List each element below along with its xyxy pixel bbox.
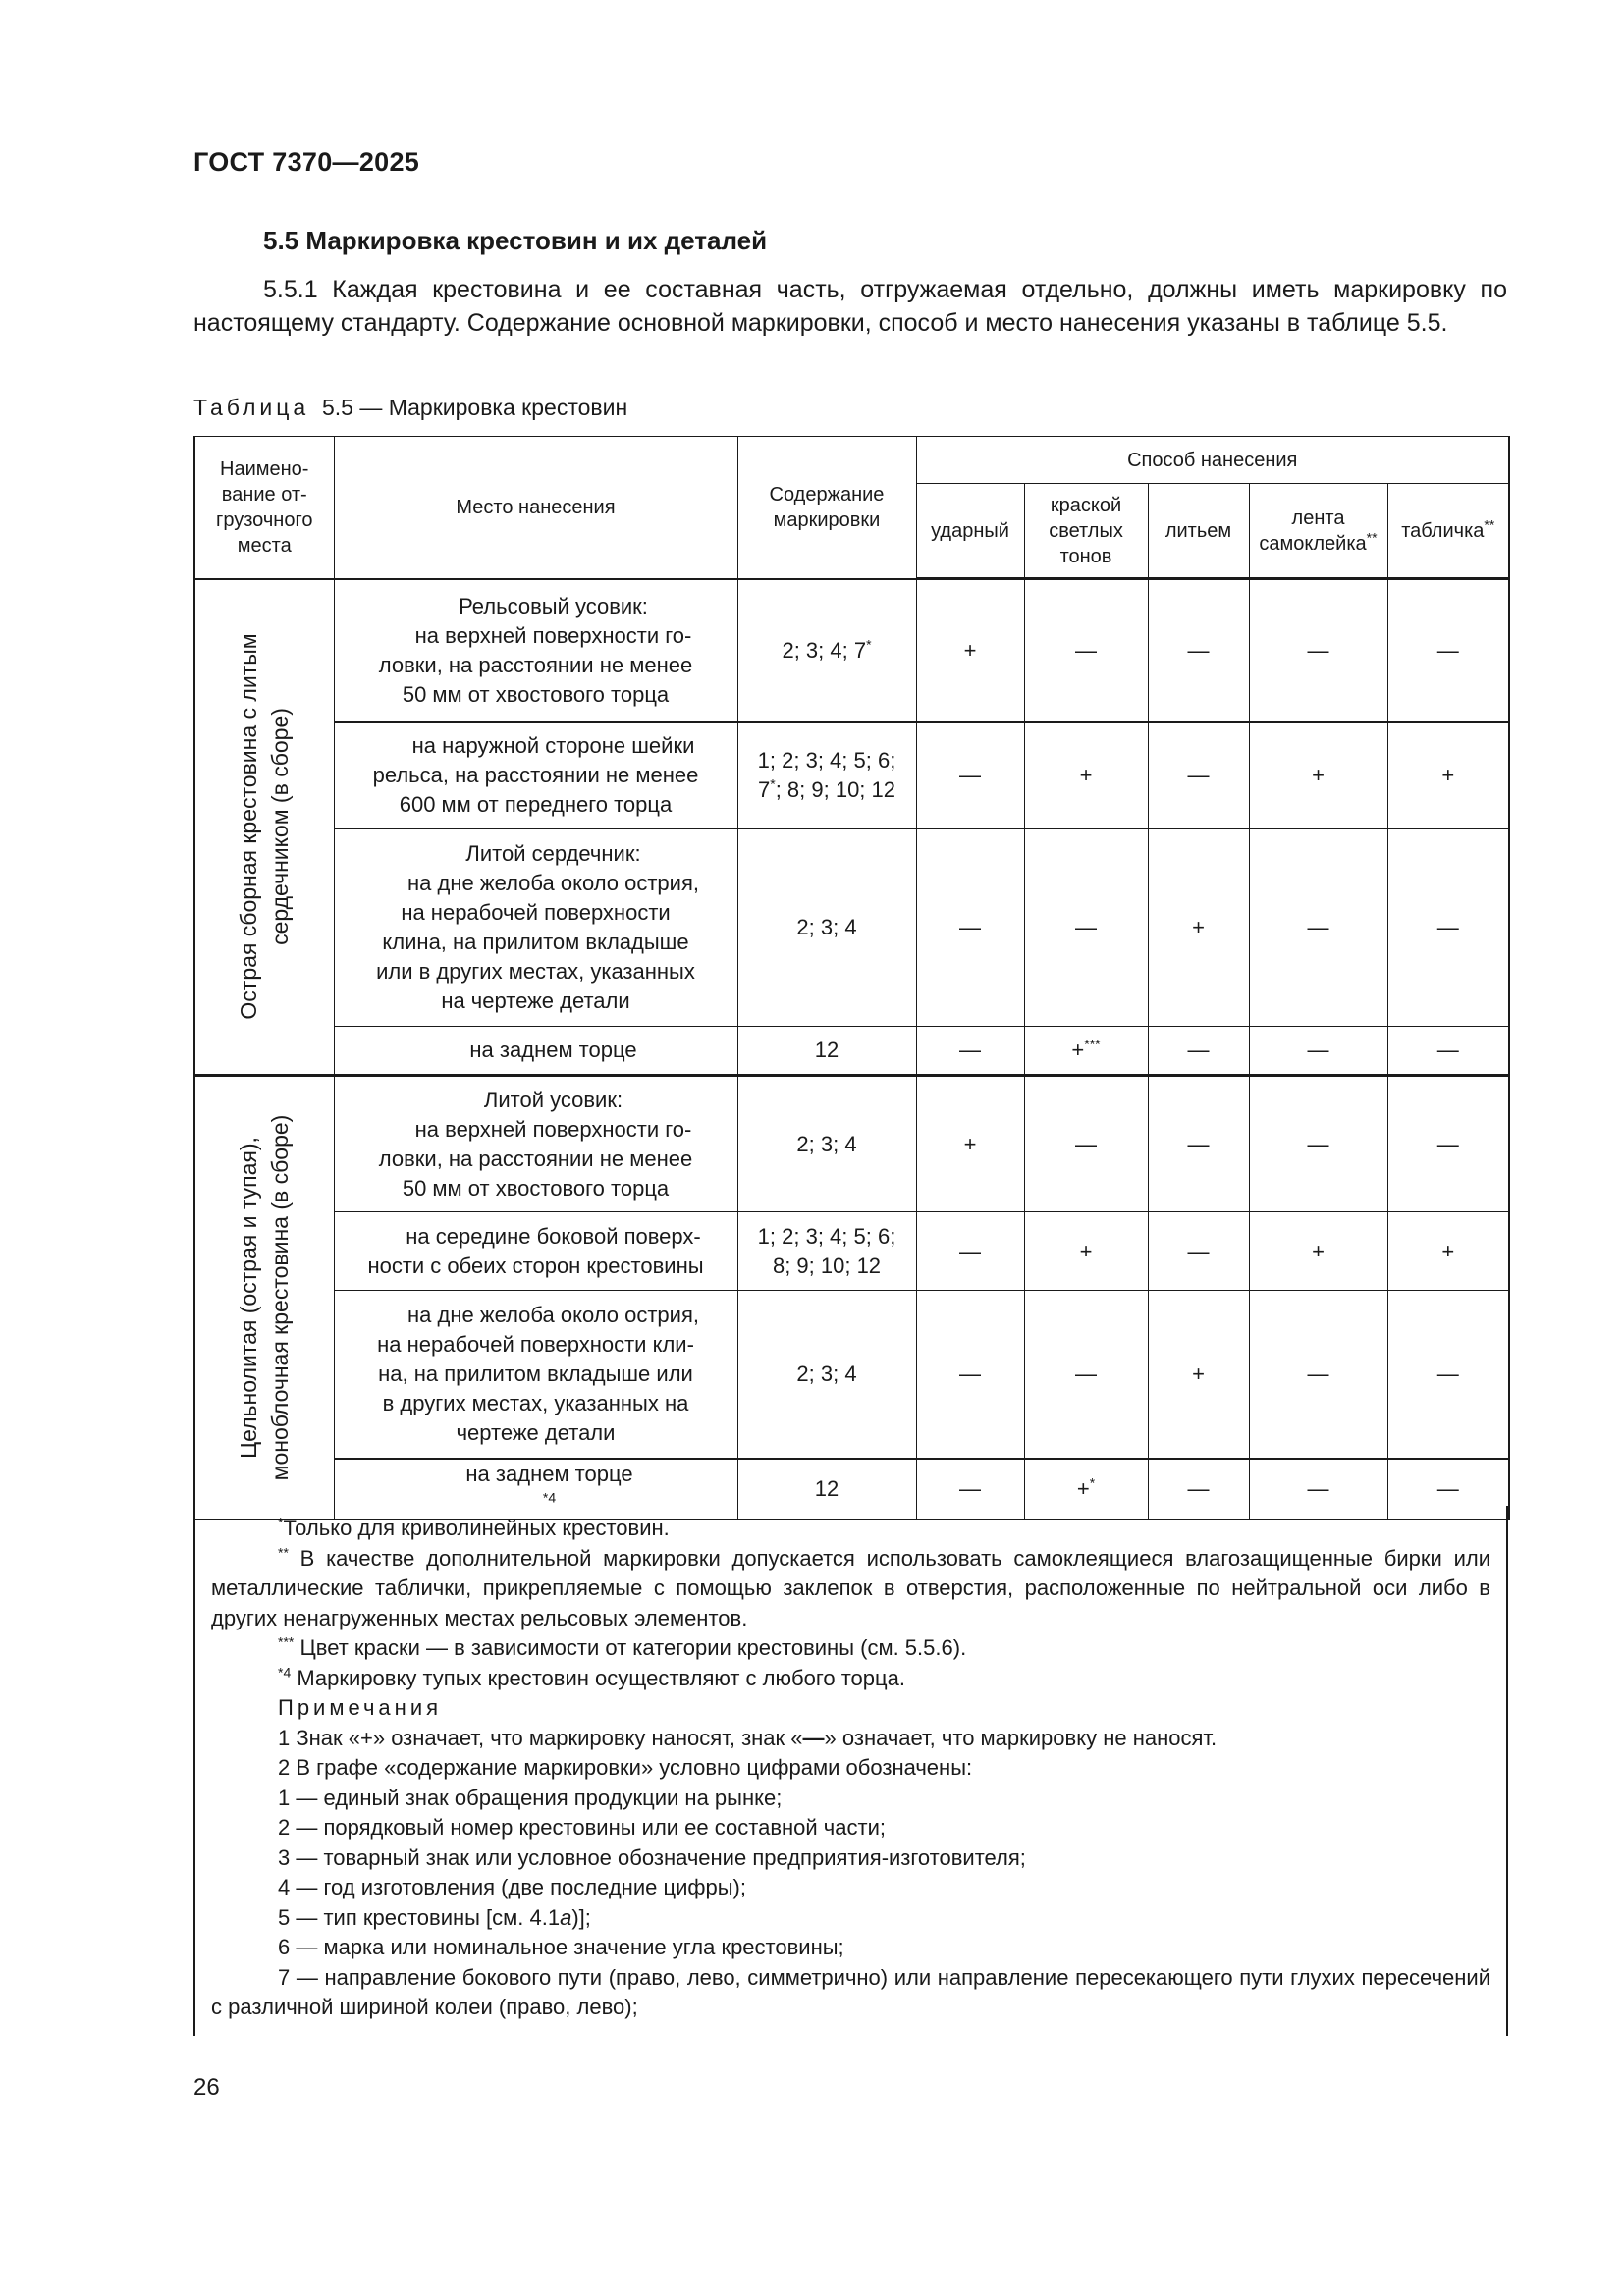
group-name-monoblock: Цельнолитая (острая и тупая), моноблочная крестовина (в сборе) [194,1076,334,1520]
method-casting-cell: — [1148,1076,1249,1212]
content-cell: 1; 2; 3; 4; 5; 6; 7*; 8; 9; 10; 12 [737,722,916,829]
notes-heading: Примечания [278,1695,443,1720]
method-plate-cell: — [1387,829,1509,1027]
header-method-casting: литьем [1148,484,1249,579]
method-paint-cell: +* [1024,1459,1148,1520]
header-place-name: Наимено- вание от- грузочного места [194,437,334,579]
method-impact-cell: — [916,829,1024,1027]
method-plate-cell: — [1387,579,1509,722]
header-method: Способ нанесения [916,437,1509,484]
footnote-2: ** В качестве дополнительной маркировки допускается использовать самоклеящиеся влагозащищенные бирки или металлические таблички, прикрепляемые с помощью заклепок в отверстия, расположенные по нейтральной оси либо в других ненагруженных местах рельсовых элементов. [211,1544,1490,1630]
table-row [194,722,1509,829]
method-plate-cell: — [1387,1027,1509,1076]
method-casting-cell: — [1148,579,1249,722]
footnote-3: *** Цвет краски — в зависимости от категории крестовины (см. 5.5.6). [278,1633,967,1660]
table-row [194,579,1509,722]
method-paint-cell: — [1024,1291,1148,1459]
document-code: ГОСТ 7370—2025 [193,147,420,177]
header-method-paint: краской светлых тонов [1024,484,1148,579]
content-cell: 2; 3; 4 [737,829,916,1027]
note-2: 2 В графе «содержание маркировки» условно цифрами обозначены: [278,1755,973,1780]
method-impact-cell: — [916,722,1024,829]
note-1: 1 Знак «+» означает, что маркировку наносят, знак «—» означает, что маркировку не наносят. [278,1725,1218,1750]
method-plate-cell: — [1387,1459,1509,1520]
method-casting-cell: — [1148,1027,1249,1076]
method-casting-cell: — [1148,1459,1249,1520]
location-cell: Рельсовый усовик: на верхней поверхности го- ловки, на расстоянии не менее 50 мм от хвостового торца [334,579,737,722]
method-impact-cell: + [916,1076,1024,1212]
location-cell: на дне желоба около острия, на нерабочей поверхности кли- на, на прилитом вкладыше или в других местах, указанных на чертеже детали [334,1291,737,1459]
method-plate-cell: + [1387,722,1509,829]
method-sticker-cell: — [1249,579,1387,722]
legend-item: 5 — тип крестовины [см. 4.1а)]; [278,1904,591,1930]
method-sticker-cell: — [1249,1291,1387,1459]
table-row [194,1212,1509,1291]
method-impact-cell: — [916,1027,1024,1076]
group-name-assembled: Острая сборная крестовина с литым сердечником (в сборе) [194,579,334,1076]
page-number: 26 [193,2074,220,2101]
table-caption: Таблица 5.5 — Маркировка крестовин [193,395,628,420]
method-sticker-cell: + [1249,722,1387,829]
method-casting-cell: + [1148,829,1249,1027]
method-sticker-cell: + [1249,1212,1387,1291]
section-title: 5.5 Маркировка крестовин и их деталей [263,226,768,255]
method-impact-cell: + [916,579,1024,722]
method-casting-cell: — [1148,722,1249,829]
body-paragraph: 5.5.1 Каждая крестовина и ее составная часть, отгружаемая отдельно, должны иметь маркировку по настоящему стандарту. Содержание основной маркировки, способ и место нанесения указаны в таблице 5.5. [193,276,1507,337]
location-cell: на середине боковой поверх- ности с обеих сторон крестовины [334,1212,737,1291]
header-location: Место нанесения [334,437,737,579]
method-paint-cell: — [1024,579,1148,722]
location-cell: на заднем торце $^{*4}$ [334,1459,737,1520]
content-cell: 12 [737,1027,916,1076]
location-cell: на наружной стороне шейки рельса, на расстоянии не менее 600 мм от переднего торца [334,722,737,829]
content-cell: 12 [737,1459,916,1520]
method-sticker-cell: — [1249,829,1387,1027]
content-cell: 2; 3; 4 [737,1076,916,1212]
method-sticker-cell: — [1249,1076,1387,1212]
table-row [194,1027,1509,1076]
method-paint-cell: + [1024,722,1148,829]
method-plate-cell: — [1387,1076,1509,1212]
method-paint-cell: — [1024,1076,1148,1212]
location-cell: на заднем торце [334,1027,737,1076]
header-method-impact: ударный [916,484,1024,579]
method-impact-cell: — [916,1291,1024,1459]
table-row [194,1076,1509,1212]
table-row [194,1291,1509,1459]
legend-item: 4 — год изготовления (две последние цифры); [278,1875,746,1899]
marking-table [193,436,1510,1520]
legend-item: 3 — товарный знак или условное обозначение предприятия-изготовителя; [278,1844,1026,1870]
content-cell: 2; 3; 4; 7* [737,579,916,722]
legend-item: 6 — марка или номинальное значение угла крестовины; [278,1935,844,1959]
header-content: Содержание маркировки [737,437,916,579]
header-method-plate: табличка** [1387,484,1509,579]
location-cell: Литой усовик: на верхней поверхности го- ловки, на расстоянии не менее 50 мм от хвостового торца [334,1076,737,1212]
table-notes [193,1506,1508,2036]
footnote-1: *Только для криволинейных крестовин. [278,1514,670,1540]
content-cell: 2; 3; 4 [737,1291,916,1459]
method-casting-cell: — [1148,1212,1249,1291]
location-cell: Литой сердечник: на дне желоба около острия, на нерабочей поверхности клина, на прилитом вкладыше или в других местах, указанных на чертеже детали [334,829,737,1027]
legend-item: 2 — порядковый номер крестовины или ее составной части; [278,1815,886,1840]
method-paint-cell: — [1024,829,1148,1027]
header-method-sticker: лента самоклейка** [1249,484,1387,579]
method-impact-cell: — [916,1459,1024,1520]
content-cell: 1; 2; 3; 4; 5; 6; 8; 9; 10; 12 [737,1212,916,1291]
method-plate-cell: — [1387,1291,1509,1459]
method-paint-cell: + [1024,1212,1148,1291]
method-impact-cell: — [916,1212,1024,1291]
legend-item: 1 — единый знак обращения продукции на рынке; [278,1785,783,1810]
method-sticker-cell: — [1249,1459,1387,1520]
method-sticker-cell: — [1249,1027,1387,1076]
method-plate-cell: + [1387,1212,1509,1291]
method-casting-cell: + [1148,1291,1249,1459]
method-paint-cell: +*** [1024,1027,1148,1076]
footnote-4: $^{*4}$ Маркировку тупых крестовин осуществляют с любого торца. [278,1664,905,1690]
table-row [194,829,1509,1027]
legend-item: 7 — направление бокового пути (право, лево, симметрично) или направление пересекающего пути глухих пересечений с различной шириной колеи (право, лево); [211,1964,1490,2019]
